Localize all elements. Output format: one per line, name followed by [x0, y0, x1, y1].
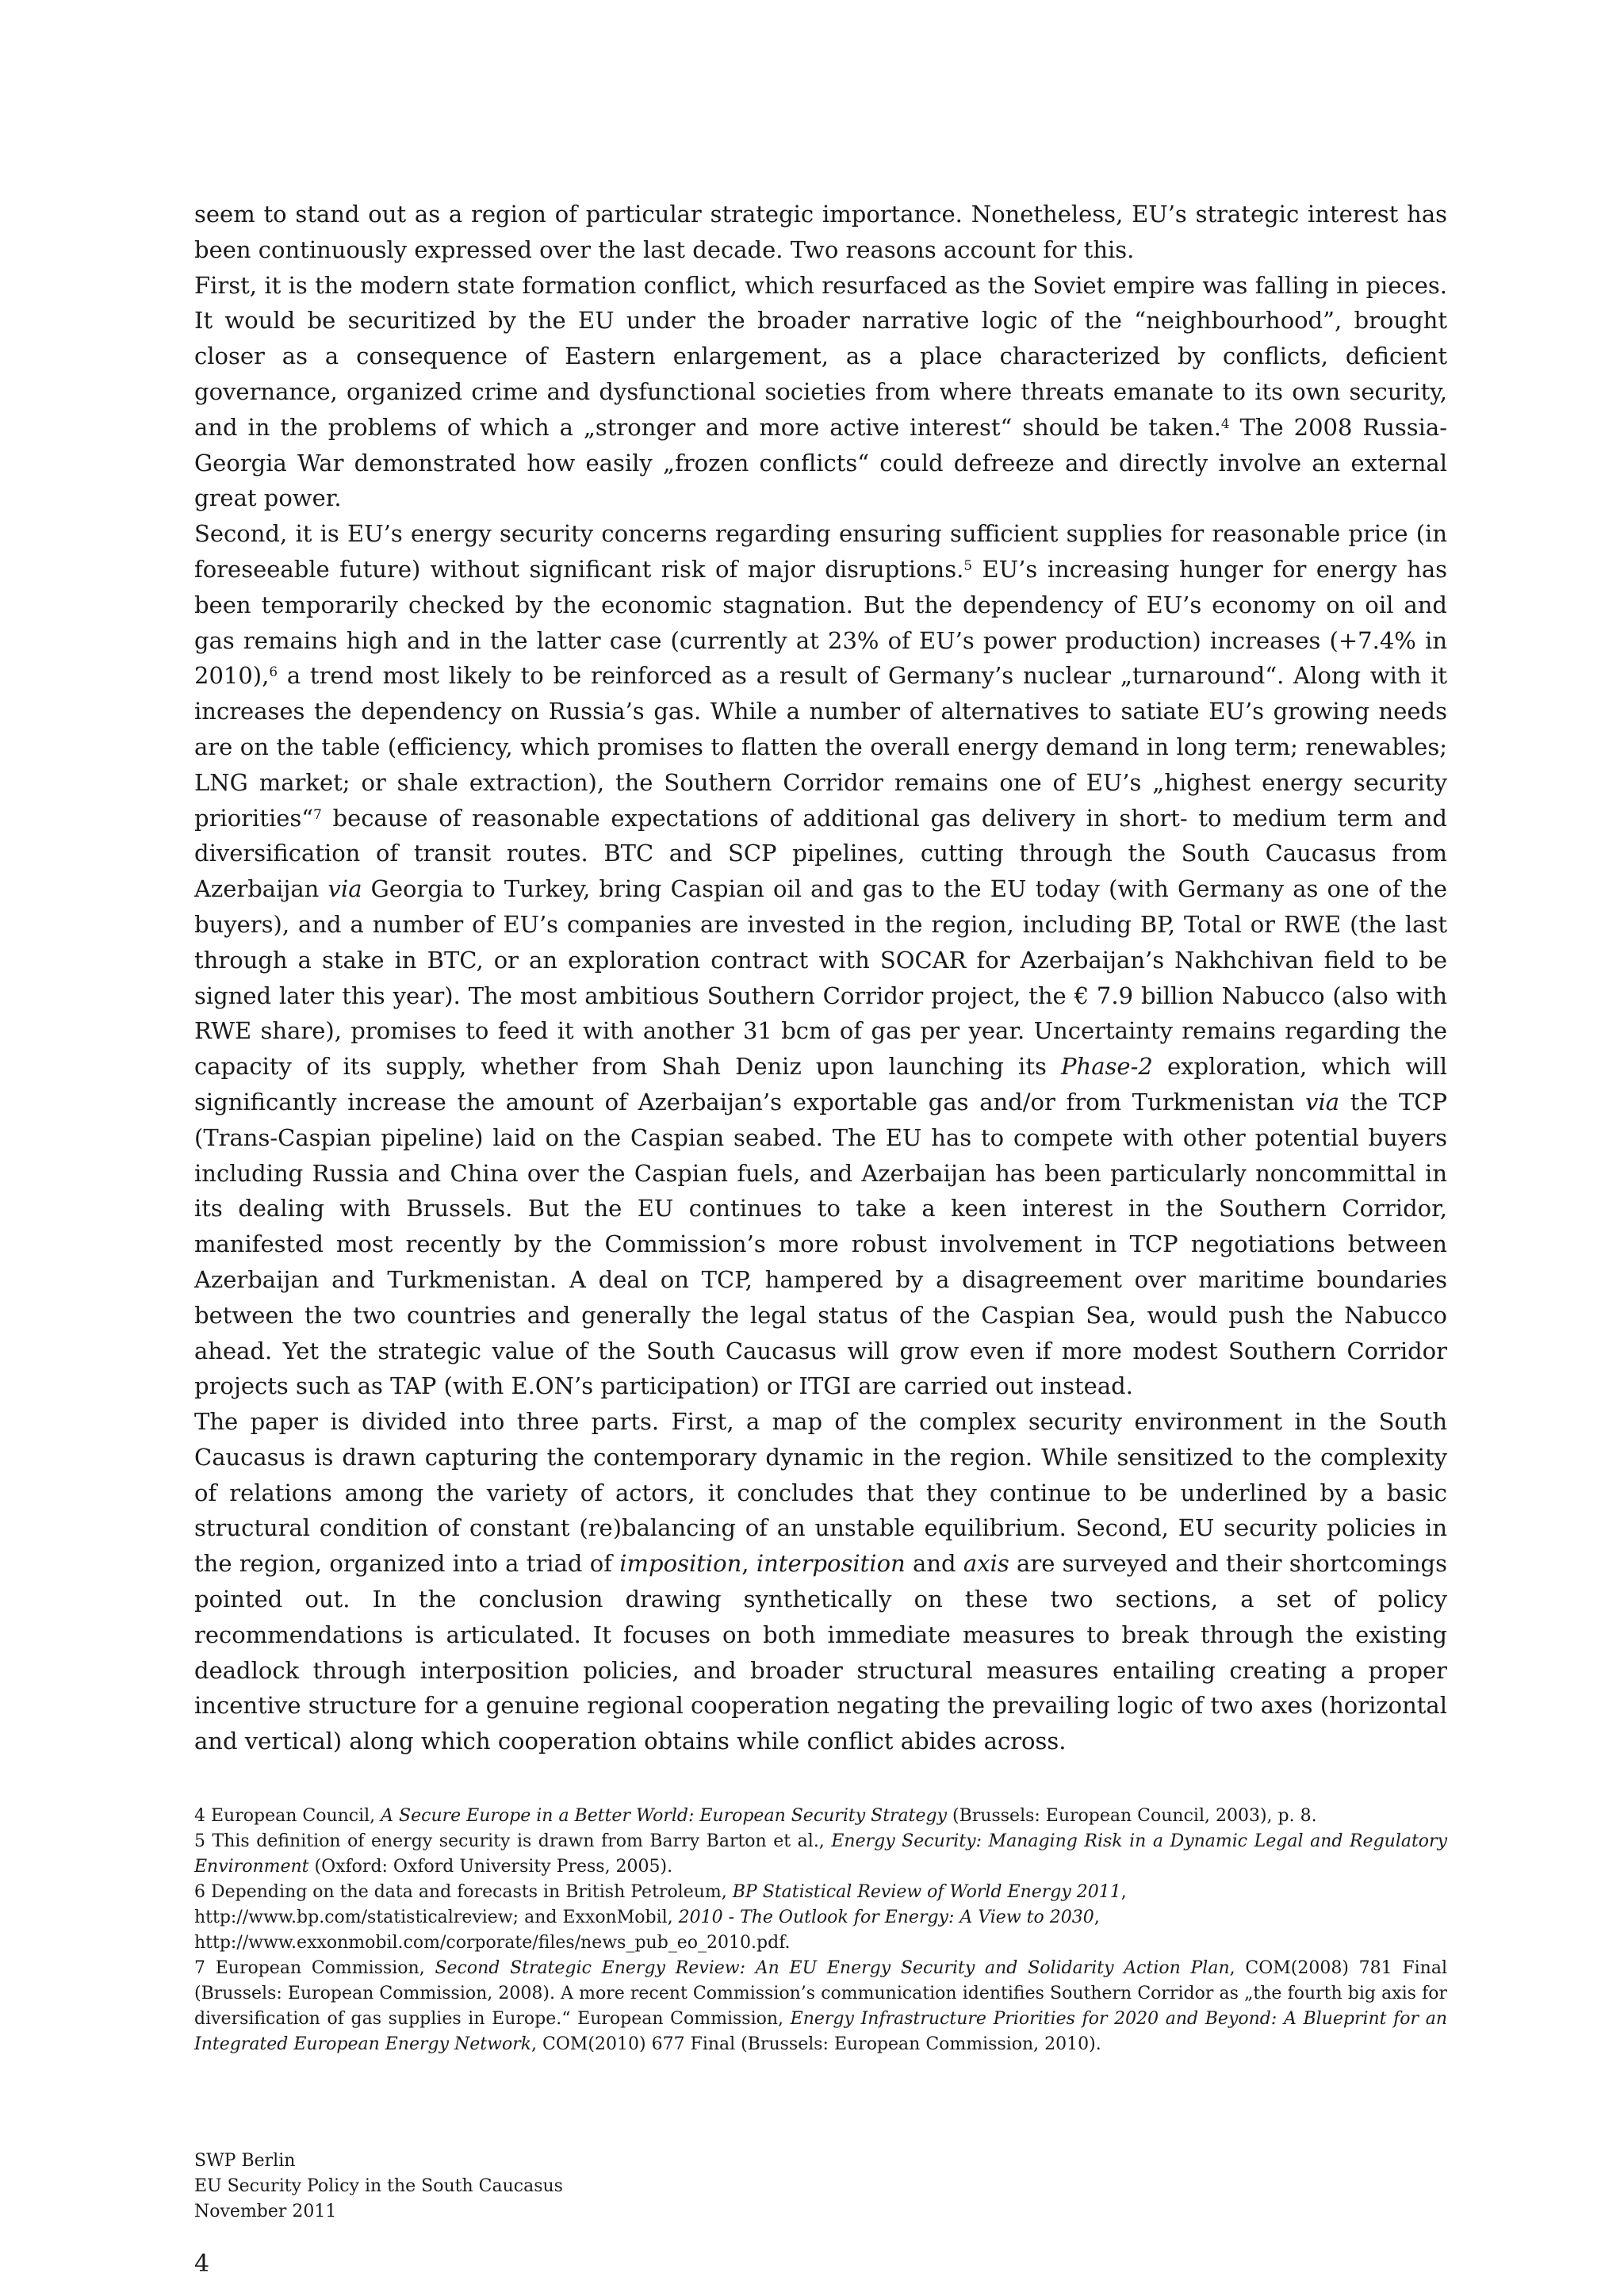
footnote-ref-6: 6 [269, 664, 278, 680]
footnote-link-bp[interactable]: http://www.bp.com/statisticalreview [194, 1908, 513, 1927]
footnote-ref-4: 4 [1220, 415, 1230, 431]
footnote-7: 7 European Commission, Second Strategic Energy Review: An EU Energy Security and Solidarity Action Plan, COM(2008) 781 Final (Brussels: European Commission, 2008). A more recent Commission’s communication identifies Southern Corridor as „the fourth big axis for diversification of gas supplies in Europe.“ European Commission, Energy Infrastructure Priorities for 2020 and Beyond: A Blueprint for an Integrated European Energy Network, COM(2010) 677 Final (Brussels: European Commission, 2010). [194, 1958, 1448, 2054]
footer-date: November 2011 [194, 2202, 337, 2221]
footer-title: EU Security Policy in the South Caucasus [194, 2176, 563, 2196]
footnotes [194, 1804, 1447, 2057]
page-number: 4 [194, 2250, 210, 2278]
paragraph-structure: The paper is divided into three parts. First, a map of the complex security environment in the South Caucasus is drawn capturing the contemporary dynamic in the region. While sensitized to the complexity of relations among the variety of actors, it concludes that they continue to be underlined by a basic structural condition of constant (re)balancing of an unstable equilibrium. Second, EU security policies in the region, organized into a triad of imposition, interposition and axis are surveyed and their shortcomings pointed out. In the conclusion drawing synthetically on these two sections, a set of policy recommendations is articulated. It focuses on both immediate measures to break through the existing deadlock through interposition policies, and broader structural measures entailing creating a proper incentive structure for a genuine regional cooperation negating the prevailing logic of two axes (horizontal and vertical) along which cooperation obtains while conflict abides across. [194, 1408, 1447, 1755]
body-text [194, 197, 1447, 1759]
paragraph-second-reason: Second, it is EU’s energy security concerns regarding ensuring sufficient supplies for reasonable price (in foreseeable future) without significant risk of major disruptions.$^5$ EU’s increasing hunger for energy has been temporarily checked by the economic stagnation. But the dependency of EU’s economy on oil and gas remains high and in the latter case (currently at 23% of EU’s power production) increases (+7.4% in 2010),$^6$ a trend most likely to be reinforced as a result of Germany’s nuclear „turnaround“. Along with it increases the dependency on Russia’s gas. While a number of alternatives to satiate EU’s growing needs are on the table (efficiency, which promises to flatten the overall energy demand in long term; renewables; LNG market; or shale extraction), the Southern Corridor remains one of EU’s „highest energy security priorities“$^7$ because of reasonable expectations of additional gas delivery in short- to medium term and diversification of transit routes. BTC and SCP pipelines, cutting through the South Caucasus from Azerbaijan via Georgia to Turkey, bring Caspian oil and gas to the EU today (with Germany as one of the buyers), and a number of EU’s companies are invested in the region, including BP, Total or RWE (the last through a stake in BTC, or an exploration contract with SOCAR for Azerbaijan’s Nakhchivan field to be signed later this year). The most ambitious Southern Corridor project, the € 7.9 billion Nabucco (also with RWE share), promises to feed it with another 31 bcm of gas per year. Uncertainty remains regarding the capacity of its supply, whether from Shah Deniz upon launching its Phase-2 exploration, which will significantly increase the amount of Azerbaijan’s exportable gas and/or from Turkmenistan via the TCP (Trans-Caspian pipeline) laid on the Caspian seabed. The EU has to compete with other potential buyers including Russia and China over the Caspian fuels, and Azerbaijan has been particularly noncommittal in its dealing with Brussels. But the EU continues to take a keen interest in the Southern Corridor, manifested most recently by the Commission’s more robust involvement in TCP negotiations between Azerbaijan and Turkmenistan. A deal on TCP, hampered by a disagreement over maritime boundaries between the two countries and generally the legal status of the Caspian Sea, would push the Nabucco ahead. Yet the strategic value of the South Caucasus will grow even if more modest Southern Corridor projects such as TAP (with E.ON’s participation) or ITGI are carried out instead. [194, 520, 1447, 1400]
paragraph-first-reason: First, it is the modern state formation conflict, which resurfaced as the Soviet empire was falling in pieces. It would be securitized by the EU under the broader narrative logic of the “neighbourhood”, brought closer as a consequence of Eastern enlargement, as a place characterized by conflicts, deficient governance, organized crime and dysfunctional societies from where threats emanate to its own security, and in the problems of which a „stronger and more active interest“ should be taken.$^4$ The 2008 Russia-Georgia War demonstrated how easily „frozen conflicts“ could defreeze and directly involve an external great power. [194, 271, 1448, 512]
paragraph-intro: seem to stand out as a region of particular strategic importance. Nonetheless, EU’s strategic interest has been continuously expressed over the last decade. Two reasons account for this. [194, 201, 1447, 263]
footnote-6: 6 Depending on the data and forecasts in British Petroleum, BP Statistical Review of World Energy 2011, http://www.bp.com/statisticalreview; and ExxonMobil, 2010 - The Outlook for Energy: A View to 2030, http://www.exxonmobil.com/corporate/files/news_pub_eo_2010.pdf. [194, 1880, 1447, 1956]
footnote-5: 5 This definition of energy security is drawn from Barry Barton et al., Energy Security: Managing Risk in a Dynamic Legal and Regulatory Environment (Oxford: Oxford University Press, 2005). [194, 1831, 1448, 1877]
footnote-link-exxon[interactable]: http://www.exxonmobil.com/corporate/files/news_pub_eo_2010.pdf. [194, 1933, 791, 1953]
footnote-ref-7: 7 [313, 806, 322, 822]
footer-publisher: SWP Berlin [194, 2151, 296, 2171]
footnote-ref-5: 5 [963, 557, 973, 573]
running-footer [194, 2149, 563, 2225]
footnote-4: 4 European Council, A Secure Europe in a Better World: European Security Strategy (Brussels: European Council, 2003), p. 8. [194, 1806, 1317, 1826]
